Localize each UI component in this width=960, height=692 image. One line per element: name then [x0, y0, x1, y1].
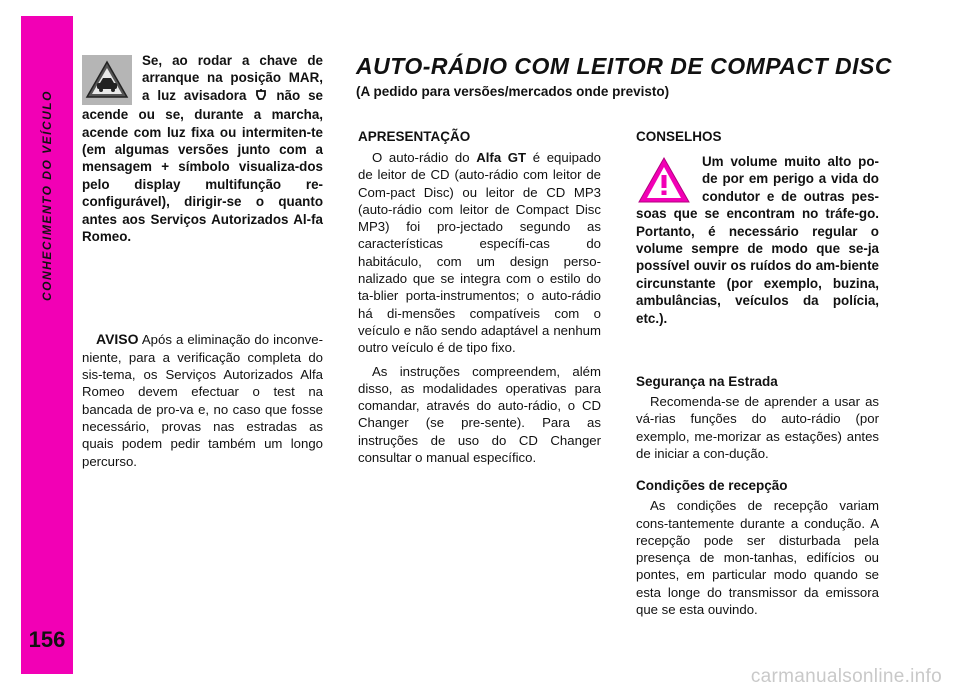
section-title: CONHECIMENTO DO VEÍCULO [40, 90, 54, 301]
alert-line-3: condutor e de outras pes- [702, 188, 879, 204]
exclamation-triangle-icon [636, 155, 692, 210]
seguranca-text: Recomenda-se de aprender a usar as vá-rias funções do auto-rádio (por exemplo, me-morizar as estações) antes de iniciar a con-dução. [636, 394, 879, 461]
aviso-label: AVISO [96, 331, 139, 348]
recepcao-text: As condições de recepção variam cons-tantemente durante a condução. A recepção pode ser disturbada pela presença de mon-tanhas, edifícios ou pontes, em particular modo quando se esta longe do transmissor da emissora que se esta ouvindo. [636, 498, 879, 618]
aviso-paragraph [82, 331, 323, 469]
aviso-text: Após a eliminação do inconve-niente, para a verificação completa do sis-tema, os Serviços Autorizados Alfa Romeo devem efectuar o test na bancada de pro-va e, no caso que fosse necessário, provas nas estradas as quais podem pedir também um longo percurso. [82, 332, 323, 469]
recepcao-heading: Condições de recepção [636, 478, 788, 494]
warning-line-3-pre: a luz avisadora [142, 87, 247, 103]
warning-text: acende ou se, durante a marcha, acende com luz fixa ou intermiten-te (em algumas versões junto com a mensagem + símbolo visualiza-dos pelo display multifunção re-configurável), dirigir-se o quanto antes aos Serviços Autorizados Al-fa Romeo. [82, 107, 323, 245]
alert-text: soas que se encontram no tráfe-go. Portanto, é necessário regular o volume sempre de modo que se-ja possível ouvir os ruídos do am-biente circunstante (por exemplo, buzina, ambulâncias, veículos da polícia, etc.). [636, 206, 879, 326]
seguranca-heading: Segurança na Estrada [636, 374, 778, 390]
page-title: AUTO-RÁDIO COM LEITOR DE COMPACT DISC [356, 53, 892, 79]
page-number: 156 [28, 627, 66, 652]
engine-warning-icon [254, 88, 268, 106]
watermark: carmanualsonline.info [750, 666, 942, 687]
car-warning-icon [82, 55, 132, 110]
right-column [636, 128, 879, 618]
sidebar-tab [21, 16, 73, 674]
middle-column [358, 128, 601, 466]
conselhos-heading: CONSELHOS [636, 129, 722, 144]
model-name: Alfa GT [476, 150, 527, 165]
apresentacao-heading: APRESENTAÇÃO [358, 129, 471, 144]
warning-line-2: arranque na posição MAR, [142, 70, 323, 86]
apresentacao-p1-pre: O auto-rádio do [372, 150, 470, 165]
apresentacao-p1-post: é equipado de leitor de CD (auto-rádio com leitor de Com-pact Disc) ou leitor de CD MP3 (auto-rádio com leitor de Compact Disc MP3) foi pro-jectado segundo as características específi-cas do habitáculo, com um design perso-nalizado que se integra com o estilo do ta-blier porta-instrumentos; o auto-rádio há di-mensões compatíveis com o veículo e não sendo adaptável a nenhum outro veículo é de tipo fixo. [358, 150, 601, 356]
warning-line-3-post: não se [276, 87, 323, 103]
apresentacao-paragraph-2: As instruções compreendem, além disso, as modalidades operativas para comandar, através do auto-rádio, o CD Changer (se pre-sente). Para as instruções de uso do CD Changer consultar o manual específico. [358, 363, 601, 466]
page-subtitle: (A pedido para versões/mercados onde previsto) [356, 84, 670, 99]
left-column [82, 52, 323, 470]
warning-line-1: Se, ao rodar a chave de [142, 53, 323, 68]
apresentacao-paragraph-1 [358, 149, 601, 357]
alert-line-1: Um volume muito alto po- [702, 154, 879, 169]
alert-line-2: de por em perigo a vida do [702, 171, 879, 187]
